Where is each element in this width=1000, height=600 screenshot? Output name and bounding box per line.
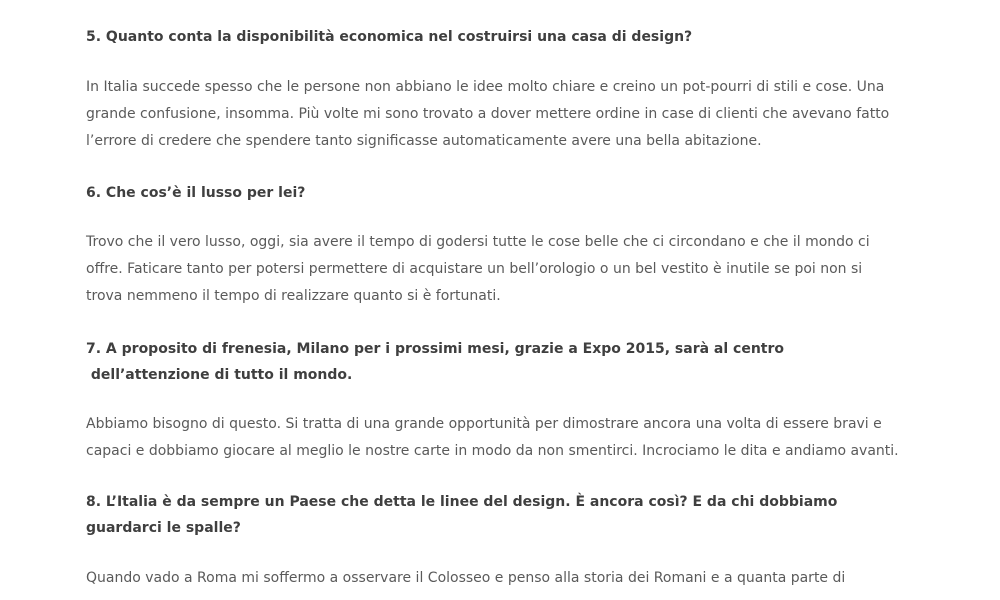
question-8-line-2: guardarci le spalle? xyxy=(86,520,241,536)
answer-8-line-1: Quando vado a Roma mi soffermo a osservare il Colosseo e penso alla storia dei Romani e a quanta parte di xyxy=(86,570,846,586)
question-5-line-1: 5. Quanto conta la disponibilità economica nel costruirsi una casa di design? xyxy=(86,29,693,45)
answer-7-line-1: Abbiamo bisogno di questo. Si tratta di una grande opportunità per dimostrare ancora una volta di essere bravi e xyxy=(86,416,882,432)
answer-6 xyxy=(86,229,870,310)
answer-6-line-1: Trovo che il vero lusso, oggi, sia avere il tempo di godersi tutte le cose belle che ci circondano e che il mondo ci xyxy=(86,234,870,250)
answer-5-line-2: grande confusione, insomma. Più volte mi sono trovato a dover mettere ordine in case di clienti che avevano fatto xyxy=(86,106,890,122)
question-6-line-1: 6. Che cos’è il lusso per lei? xyxy=(86,185,306,201)
answer-6-line-3: trova nemmeno il tempo di realizzare quanto si è fortunati. xyxy=(86,288,501,304)
question-7 xyxy=(86,336,784,388)
answer-8 xyxy=(86,565,845,592)
question-6 xyxy=(86,180,305,206)
question-5 xyxy=(86,24,692,50)
question-7-line-1: 7. A proposito di frenesia, Milano per i prossimi mesi, grazie a Expo 2015, sarà al centro xyxy=(86,341,785,357)
answer-7-line-2: capaci e dobbiamo giocare al meglio le nostre carte in modo da non smentirci. Incrociamo le dita e andiamo avanti. xyxy=(86,443,899,459)
answer-5 xyxy=(86,74,889,155)
question-7-line-2: dell’attenzione di tutto il mondo. xyxy=(86,367,353,383)
question-8-line-1: 8. L’Italia è da sempre un Paese che detta le linee del design. È ancora così? E da chi dobbiamo xyxy=(86,494,838,510)
answer-6-line-2: offre. Faticare tanto per potersi permettere di acquistare un bell’orologio o un bel vestito è inutile se poi non si xyxy=(86,261,863,277)
answer-7 xyxy=(86,411,899,465)
answer-5-line-1: In Italia succede spesso che le persone non abbiano le idee molto chiare e creino un pot-pourri di stili e cose. Una xyxy=(86,79,885,95)
question-8 xyxy=(86,489,837,541)
answer-5-line-3: l’errore di credere che spendere tanto significasse automaticamente avere una bella abitazione. xyxy=(86,133,762,149)
